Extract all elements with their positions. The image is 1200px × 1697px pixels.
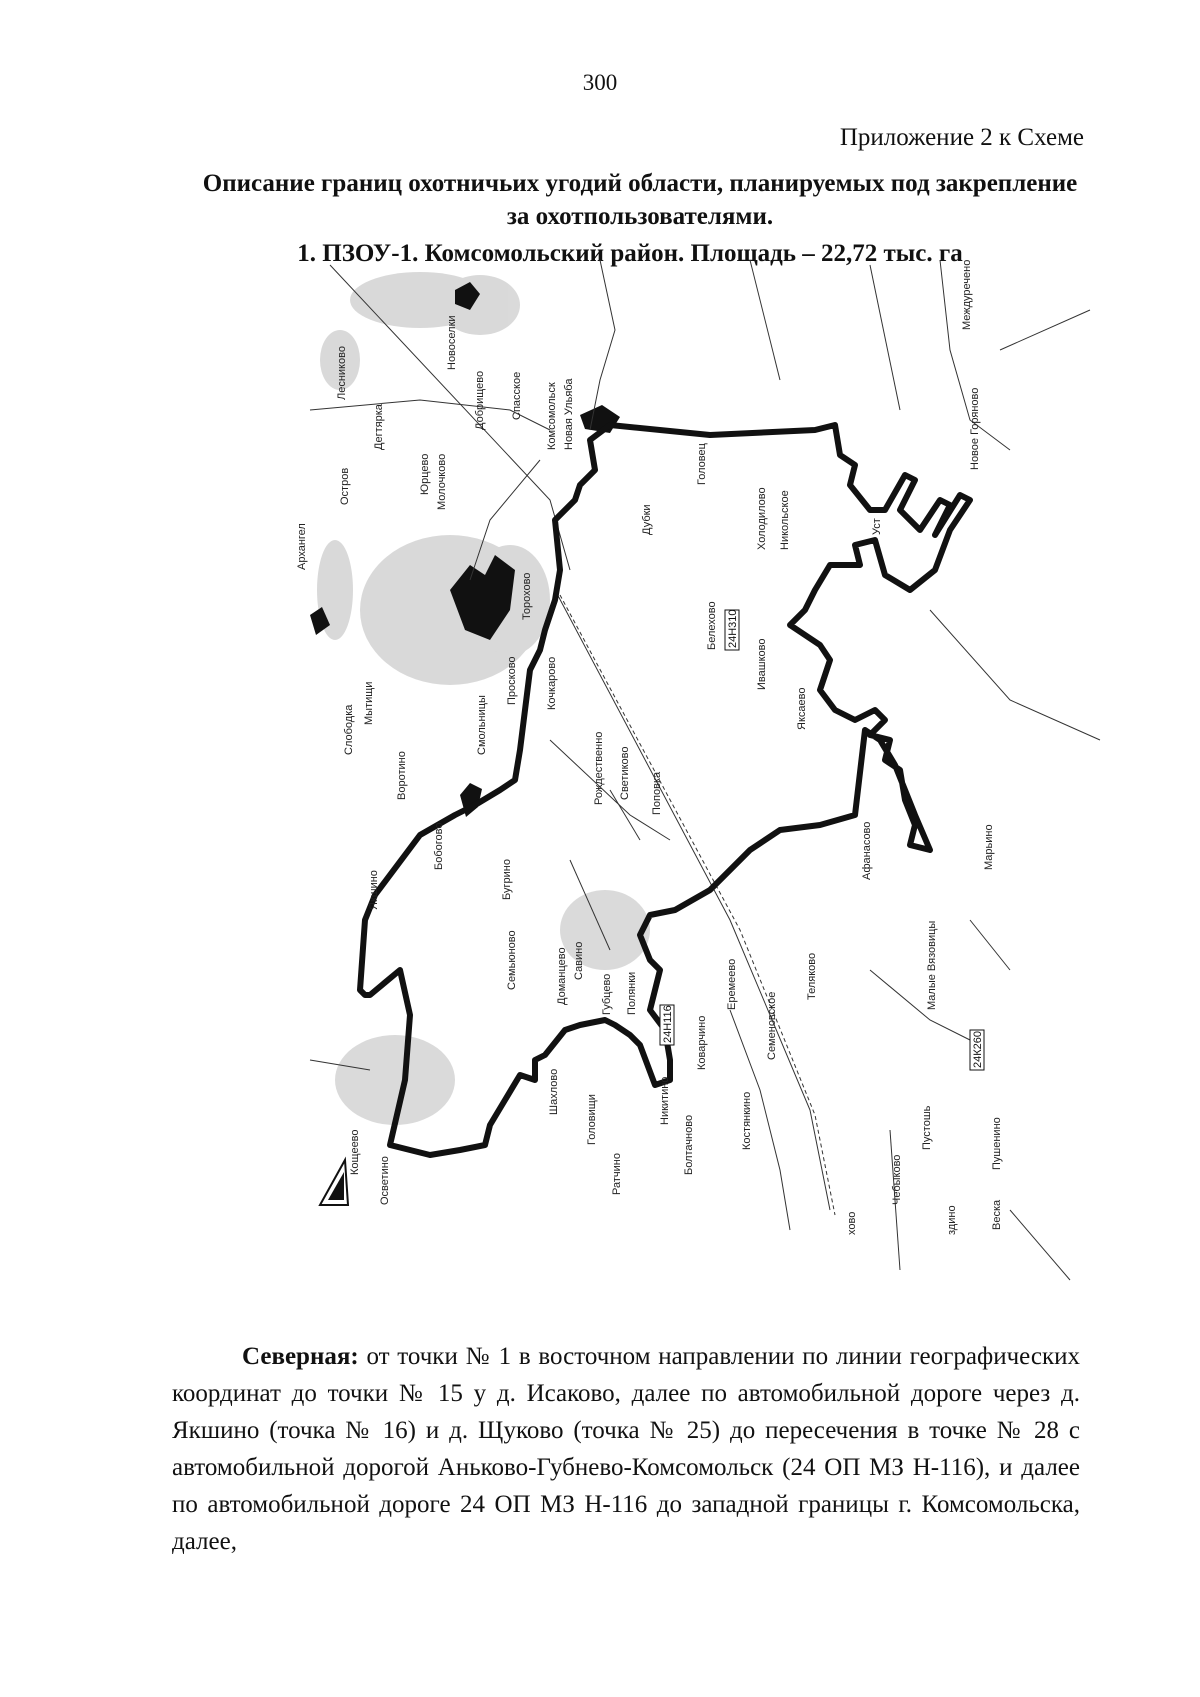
village-label: Новоселки xyxy=(446,315,458,370)
village-label: Дегтярка xyxy=(373,404,385,450)
section-subtitle: 1. ПЗОУ-1. Комсомольский район. Площадь – 22,72 тыс. га xyxy=(297,240,963,267)
village-label: Междуречено xyxy=(961,259,973,330)
village-label: Просково xyxy=(506,656,518,705)
village-label: Юрцево xyxy=(419,453,431,495)
description-lead: Северная: xyxy=(242,1343,359,1370)
village-label: Головец xyxy=(696,443,708,485)
appendix-label: Приложение 2 к Схеме xyxy=(839,124,1084,151)
village-label: Кочкарово xyxy=(546,656,558,710)
village-label: Головищи xyxy=(586,1094,598,1145)
village-label: Бобогово xyxy=(433,822,445,870)
road-label: 24К260 xyxy=(972,1031,984,1068)
village-label: Спасское xyxy=(511,371,523,420)
village-label: Комсомольск xyxy=(546,382,558,450)
village-label: Марьино xyxy=(983,824,995,870)
village-label: Никитино xyxy=(659,1076,671,1125)
boundary-description xyxy=(172,1338,1080,1560)
hunting-area-map xyxy=(296,259,1100,1330)
village-label: Смольницы xyxy=(476,695,488,755)
village-label: Добрищево xyxy=(474,370,486,430)
village-label: Бугрино xyxy=(501,859,513,900)
village-label: Никольское xyxy=(779,490,791,550)
roads-rails xyxy=(310,260,1100,1280)
village-label: Якшино xyxy=(368,870,380,910)
road-label: 24Н310 xyxy=(727,609,739,648)
village-label: Торохово xyxy=(521,572,533,620)
village-label: Доманцево xyxy=(556,947,568,1005)
village-label: Болтачново xyxy=(683,1114,695,1175)
village-label: Молочково xyxy=(436,453,448,510)
village-label: Еремеево xyxy=(726,958,738,1010)
village-label: Пушенино xyxy=(991,1117,1003,1170)
village-label: Дубки xyxy=(641,504,653,535)
village-label: Осветино xyxy=(379,1156,391,1205)
village-label: Новая Ульяба xyxy=(563,378,575,450)
village-label: хово xyxy=(846,1211,858,1235)
village-label: Ратчино xyxy=(611,1153,623,1195)
village-label: Губцево xyxy=(601,973,613,1015)
village-label: Кощеево xyxy=(349,1129,361,1175)
village-label: Лесниково xyxy=(336,346,348,400)
village-label: Чебыково xyxy=(891,1154,903,1205)
village-label: Ивашково xyxy=(756,638,768,690)
village-label: Веска xyxy=(991,1199,1003,1230)
village-label: Слободка xyxy=(343,704,355,755)
village-label: Афанасово xyxy=(861,821,873,880)
village-label: Уст xyxy=(871,518,883,535)
village-label: Рождественно xyxy=(593,731,605,805)
document-title: Описание границ охотничьих угодий области, планируемых под закрепление за охотпользователями. xyxy=(202,170,1078,230)
village-label: Пустошь xyxy=(921,1105,933,1150)
village-label: Белехово xyxy=(706,601,718,650)
village-label: здино xyxy=(946,1205,958,1235)
village-label: Светиково xyxy=(619,746,631,800)
village-label: Новое Горяново xyxy=(969,387,981,470)
village-label: Костянкино xyxy=(741,1091,753,1150)
village-label: Яксаево xyxy=(796,687,808,730)
village-label: Семьюново xyxy=(506,930,518,990)
village-label: Коварчино xyxy=(696,1015,708,1070)
village-label: Савино xyxy=(573,941,585,980)
page-number: 300 xyxy=(582,70,618,95)
village-label: Теляково xyxy=(806,952,818,1000)
village-label: Шахлово xyxy=(548,1068,560,1115)
map-svg xyxy=(296,259,1100,1330)
village-label: Поповка xyxy=(651,771,663,815)
village-label: Полянки xyxy=(626,971,638,1015)
description-text: от точки № 1 в восточном направлении по линии географических координат до точки № 15 у д. Исаково, далее по автомобильной дороге через д. Якшино (точка № 16) и д. Щуково (точка № 25) до пересечения в точке № 28 с автомобильной дорогой Аньково-Губнево-Комсомольск (24 ОП МЗ Н-116), и далее по автомобильной дороге 24 ОП МЗ Н-116 до западной границы г. Комсомольска, далее, xyxy=(172,1343,1080,1555)
road-label: 24Н116 xyxy=(662,1005,674,1043)
village-label: Архангел xyxy=(296,523,308,570)
village-label: Холодилово xyxy=(756,487,768,550)
village-label: Воротино xyxy=(396,751,408,800)
village-label: Мытищи xyxy=(363,681,375,725)
village-label: Малые Вязовицы xyxy=(926,920,938,1010)
village-label: Остров xyxy=(339,467,351,505)
village-label: Семеновское xyxy=(766,991,778,1060)
north-arrow-icon xyxy=(320,1160,348,1205)
